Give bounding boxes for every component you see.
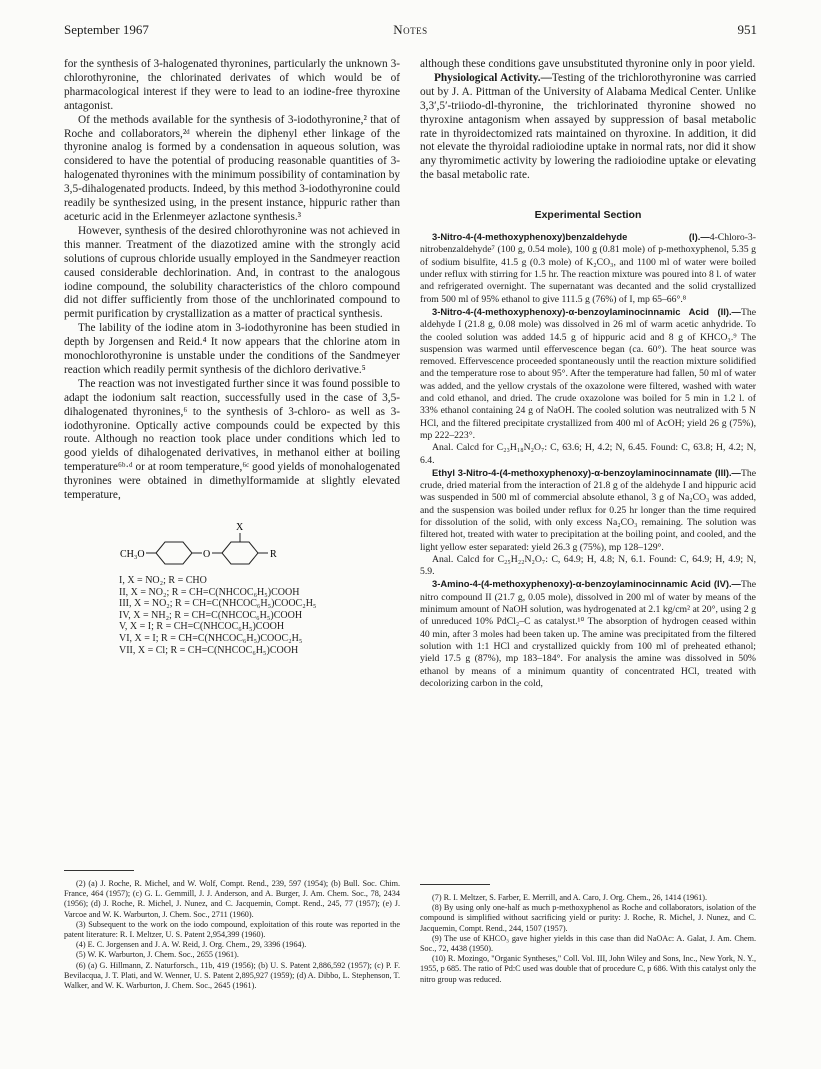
- compound-heading: 3-Nitro-4-(4-methoxyphenoxy)-α-benzoylaminocinnamic Acid (II).—: [432, 305, 741, 317]
- experimental-text: The nitro compound II (21.7 g, 0.05 mole), dissolved in 200 ml of water by means of the minimum amount of NaOH solution, was hydrogenated at 2.1 kg/cm² at 20°, using 2 g of unreduced 10% PdCl₂–C as catalyst.¹⁰ The absorption of hydrogen ceased within 40 min, after 3 moles had been taken up. The amine was precipitated from the filtered solution with 1:1 HCl and crystallized quickly from 100 ml of preheated ethanol; yield 17.5 g (87%), mp 183–184°. For analysis the amine was dissolved in 50% ethanol by means of a minimum quantity of concentrated HCl, treated with decolorizing carbon in the cold,: [420, 579, 756, 689]
- footnotes-left: [64, 870, 400, 991]
- footnote: (8) By using only one-half as much p-methoxyphenol as Roche and collaborators, isolation of the compound is simplified without sacrificing yield or purity: J. Roche, R. Michel, J. Nunez, and C. Jacquemin, Compt. Rend., 244, 1507 (1957).: [420, 903, 756, 933]
- structure-diagram: [64, 519, 400, 575]
- footnote: (9) The use of KHCO₃ gave higher yields in this case than did NaOAc: A. Galat, J. Am. Chem. Soc., 72, 4438 (1950).: [420, 933, 756, 954]
- experimental-paragraph: [420, 306, 756, 442]
- paragraph: However, synthesis of the desired chlorothyronine was not achieved in this manner. Treatment of the diazotized amine with the strongly acid solutions of cuprous chloride usually employed in the Sandmeyer reaction caused considerable dechlorination. And, in contrast to the analogous iodine compound, the solubility characteristics of the chloro compound did not differ sufficiently from those of the unchlorinated compound to permit purification by crystallization as a matter of practical synthesis.: [64, 224, 400, 321]
- legend-line: II, X = NO₂; R = CH=C(NHCOC₆H₅)COOH: [119, 586, 300, 598]
- experimental-paragraph: [420, 442, 756, 467]
- legend-line: VII, X = Cl; R = CH=C(NHCOC₆H₅)COOH: [119, 644, 299, 656]
- benzene-ring-2: [222, 542, 258, 564]
- footnote: (5) W. K. Warburton, J. Chem. Soc., 2655 (1961).: [76, 950, 239, 960]
- footnote-rule: [420, 884, 490, 885]
- legend-line: III, X = NO₂; R = CH=C(NHCOC₆H₅)COOC₂H₅: [119, 598, 317, 610]
- paragraph: [420, 72, 756, 183]
- experimental-text: 4-Chloro-3-nitrobenzaldehyde⁷ (100 g, 0.54 mole), 100 g (0.81 mole) of p-methoxyphenol, 5.35 g of sodium bisulfite, 41.5 g (0.3 mole) of K₂CO₃, and 1100 ml of water were boiled under reflux with stirring for 1.5 hr. The reaction mixture was poured into 8 l. of water and refrigerated overnight. The supernatant was decanted and the solid crystallized from 500 ml of 95% ethanol to give 111.5 g (76%) of I, mp 65–66°.⁸: [420, 232, 756, 305]
- paragraph: The lability of the iodine atom in 3-iodothyronine has been studied in depth by Jorgensen and Reid.⁴ It now appears that the chlorine atom in monochlorothyronine is unstable under the conditions of the Sandmeyer reaction which readily permit synthesis of the dichloro derivative.⁵: [64, 322, 400, 376]
- section-heading: Physiological Activity.—: [434, 71, 552, 84]
- footnote: (6) (a) G. Hillmann, Z. Naturforsch., 11b, 419 (1956); (b) U. S. Patent 2,886,592 (1957); (c) P. F. Bevilacqua, J. T. Plati, and W. Wenner, U. S. Patent 2,895,927 (1959); (d) A. Dibbo, L. Stephenson, T. Walker, and W. K. Warburton, J. Chem. Soc., 2645 (1961).: [64, 960, 400, 991]
- structure-left-group: CH₃O: [120, 549, 145, 560]
- chemical-structure: [64, 519, 400, 575]
- paragraph: for the synthesis of 3-halogenated thyronines, particularly the unknown 3-chlorothyronine, the chlorinated derivates of which would be of pharmacological interest if they were to lead to an iodine-free thyroxine antagonist.: [64, 58, 400, 112]
- footnote: (10) R. Mozingo, "Organic Syntheses," Coll. Vol. III, John Wiley and Sons, Inc., New York, N. Y., 1955, p 685. The ratio of Pd:C used was double that of procedure C, p 686. With this catalyst only the nitro group was reduced.: [420, 954, 756, 984]
- right-column: [420, 58, 756, 690]
- footnote: (7) R. I. Meltzer, S. Farber, E. Merrill, and A. Caro, J. Org. Chem., 26, 1414 (1961).: [432, 893, 708, 902]
- paragraph: The reaction was not investigated further since it was found possible to adapt the iodonium salt reaction, successfully used in the case of 3,5-dihalogenated thyronines,⁶ to the synthesis of 3-chloro- as well as 3-iodothyronine. Optically active compounds could be expected by this route. Although no reaction took place under conditions which led to good yields of dihalogenated derivatives, in methanol either at boiling temperature⁶ᵇ·ᵈ or at room temperature,⁶ᶜ good yields of monohalogenated thyronines were obtained in dimethylformamide at slightly elevated temperature,: [64, 377, 400, 502]
- experimental-section: [420, 231, 756, 690]
- legend-line: V, X = I; R = CH=C(NHCOC₆H₅)COOH: [119, 621, 285, 633]
- legend-line: VI, X = I; R = CH=C(NHCOC₆H₅)COOC₂H₅: [119, 632, 303, 644]
- footnote: (2) (a) J. Roche, R. Michel, and W. Wolf, Compt. Rend., 239, 597 (1954); (b) Bull. Soc. Chim. France, 464 (1957); (c) G. L. Gemmill, J. J. Anderson, and A. Burger, J. Am. Chem. Soc., 78, 2434 (1956); (d) J. Roche, R. Michel, J. Nunez, and C. Jacquemin, Compt. Rend., 245, 77 (1957); (e) J. Varcoe and W. K. Warburton, J. Chem. Soc., 2711 (1960).: [64, 879, 400, 919]
- footnotes-right: [420, 884, 756, 985]
- compound-legend: [119, 575, 400, 656]
- experimental-paragraph: [420, 554, 756, 579]
- footnote: (4) E. C. Jorgensen and J. A. W. Reid, J. Org. Chem., 29, 3396 (1964).: [76, 940, 307, 950]
- structure-substituent-r: R: [270, 549, 277, 560]
- compound-heading: Ethyl 3-Nitro-4-(4-methoxyphenoxy)-α-benzoylaminocinnamate (III).—: [432, 466, 741, 478]
- experimental-title: Experimental Section: [534, 209, 642, 222]
- structure-substituent-x: X: [236, 522, 244, 533]
- paragraph-text: Testing of the trichlorothyronine was carried out by J. A. Pittman of the University of Alabama Medical Center. Unlike 3,3′,5′-triiodo-dl-thyronine, the trichlorinated thyronine showed no thyroxine antagonism when assayed by suppression of basal metabolic rate in thyroidectomized rats maintained on thyroxine. In addition, it did not elevate the thyroidal radioiodine uptake in normal rats, nor did it show any thyromimetic activity by lowering the radioiodine uptake or elevating the basal metabolic rate.: [420, 71, 756, 182]
- paragraph: although these conditions gave unsubstituted thyronine only in poor yield.: [420, 58, 756, 70]
- benzene-ring-1: [156, 542, 192, 564]
- footnote-rule: [64, 870, 134, 871]
- header-date: September 1967: [64, 22, 149, 37]
- experimental-paragraph: [420, 231, 756, 306]
- running-header: [64, 22, 757, 42]
- experimental-paragraph: [420, 578, 756, 690]
- experimental-text: Anal. Calcd for C₂₅H₂₂N₂O₇: C, 64.9; H, 4.8; N, 6.1. Found: C, 64.9; H, 4.9; N, 5.9.: [420, 553, 756, 578]
- experimental-paragraph: [420, 467, 756, 554]
- experimental-text: The crude, dried material from the interaction of 21.8 g of the aldehyde I and hippuric acid was suspended in 500 ml of commercial absolute ethanol, 3 g of Na₂CO₃ was added, and the suspension was boiled under reflux for 0.25 hr longer than the time required for dissolution of the solid, with only excess Na₂CO₃ remaining. The solution was filtered hot, treated with water to precipitation at the boiling point, and cooled, and the light yellow ester separated: yield 26.3 g (75%), mp 128–129°.: [420, 467, 756, 553]
- experimental-text: The aldehyde I (21.8 g, 0.08 mole) was dissolved in 26 ml of warm acetic anhydride. To the cooled solution was added 14.5 g of hippuric acid and 8 g of KHCO₃.⁹ The suspension was warmed until effervescence began (ca. 60°). The heat source was removed. Effervescence proceeded spontaneously until the reaction mixture solidified and the temperature rose to about 95°. After the temperature had fallen, 50 ml of water was added, and the yellow crystals of the oxazolone were filtered, washed with water and cold ethanol, and dried. The crude oxazolone was boiled for 5 min in 1.2 l. of 33% ethanol containing 24 g of NaOH. The cooled solution was neutralized with 5 N HCl, and the filtered precipitate crystallized from 400 ml of AcOH; yield 26 g (75%), mp 222–223°.: [420, 306, 756, 441]
- footnote: (3) Subsequent to the work on the iodo compound, exploitation of this route was reported in the patent literature: R. I. Meltzer, U. S. Patent 2,954,399 (1960).: [64, 919, 400, 940]
- page-number: 951: [737, 22, 757, 37]
- compound-heading: 3-Nitro-4-(4-methoxyphenoxy)benzaldehyde (I).—: [432, 231, 710, 243]
- legend-line: I, X = NO₂; R = CHO: [119, 575, 207, 586]
- legend-line: IV, X = NH₂; R = CH=C(NHCOC₆H₅)COOH: [119, 609, 303, 621]
- header-section: Notes: [393, 22, 428, 37]
- compound-heading: 3-Amino-4-(4-methoxyphenoxy)-α-benzoylaminocinnamic Acid (IV).—: [432, 578, 741, 590]
- paragraph: Of the methods available for the synthesis of 3-iodothyronine,² that of Roche and collaborators,²ᵈ wherein the diphenyl ether linkage of the thyronine analog is formed by a condensation in aqueous solution, was considered to have the potential of producing reasonable quantities of 3-halogenated thyronines with the minimum possibility of contamination by 3,5-dihalogenated products. Indeed, by this method 3-iodothyronine could readily be synthesized using, in the present instance, hippuric rather than aceturic acid in the Erlenmeyer azlactone synthesis.³: [64, 113, 400, 223]
- experimental-text: Anal. Calcd for C₂₃H₁₈N₂O₇: C, 63.6; H, 4.2; N, 6.45. Found: C, 63.8; H, 4.2; N, 6.4.: [420, 442, 756, 466]
- left-column: [64, 58, 400, 656]
- structure-bridge: O: [203, 549, 211, 560]
